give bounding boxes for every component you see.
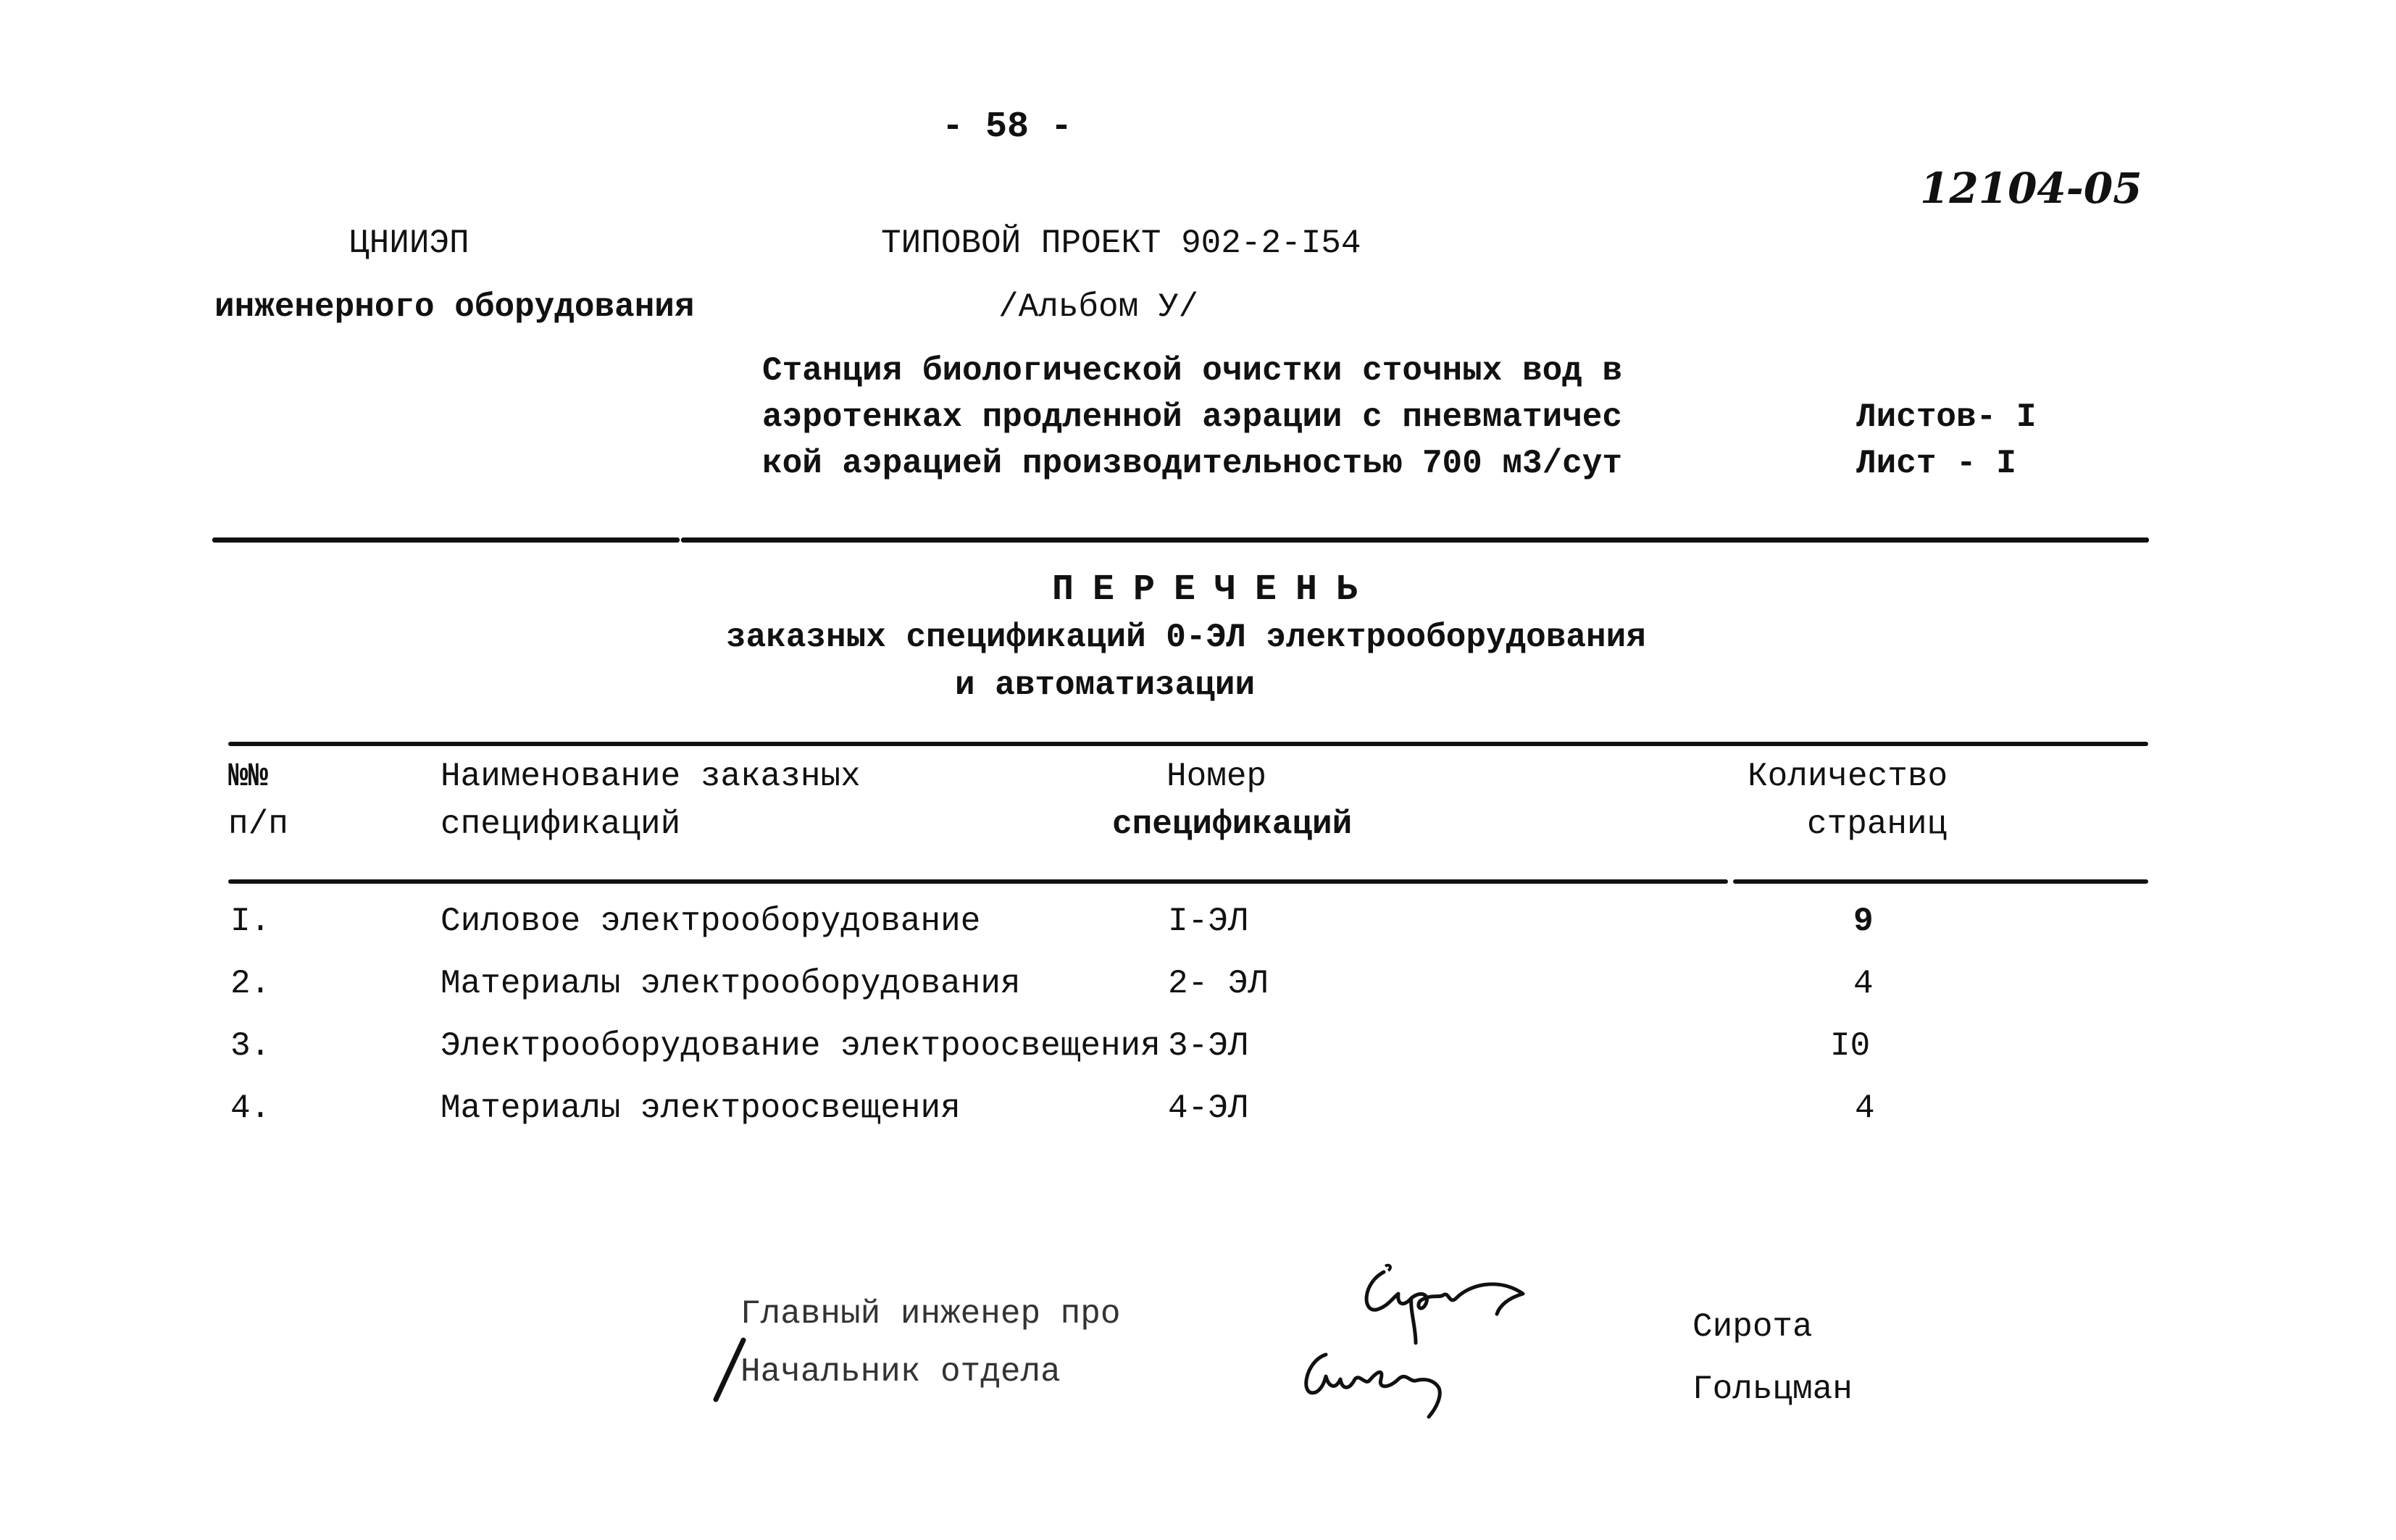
row-number: 3.	[230, 1027, 271, 1065]
column-header-number-line-2: п/п	[228, 805, 288, 843]
row-page-count: 9	[1853, 903, 1874, 940]
column-header-pages-line-1: Количество	[1748, 758, 1948, 795]
row-spec-code: I-ЭЛ	[1168, 903, 1248, 940]
table-top-rule	[228, 742, 2148, 746]
project-title: ТИПОВОЙ ПРОЕКТ 902-2-I54	[881, 225, 1361, 262]
row-spec-name: Материалы электрооборудования	[441, 965, 1021, 1003]
album-label: /Альбом У/	[998, 288, 1199, 326]
column-header-code-line-1: Номер	[1166, 758, 1267, 795]
row-spec-name: Электрооборудование электроосвещения	[441, 1027, 1161, 1065]
signature-role-chief-engineer: Главный инженер про	[740, 1295, 1121, 1333]
page-number: - 58 -	[942, 106, 1073, 148]
row-spec-code: 4-ЭЛ	[1168, 1089, 1248, 1127]
row-spec-code: 3-ЭЛ	[1168, 1027, 1248, 1065]
row-number: I.	[230, 903, 271, 940]
list-subtitle-line-2: и автоматизации	[955, 666, 1256, 704]
handwritten-signature-sirota	[1355, 1262, 1572, 1356]
row-spec-code: 2- ЭЛ	[1168, 965, 1269, 1003]
archive-code: 12104-05	[1920, 164, 2142, 213]
header-divider-left	[212, 537, 680, 543]
row-page-count: I0	[1830, 1027, 1871, 1065]
column-header-name-line-2: спецификаций	[441, 805, 681, 843]
organization-name: ЦНИИЭП	[349, 225, 469, 262]
project-description-line-1: Станция биологической очистки сточных вод в	[762, 352, 1622, 390]
signatory-name-goltsman: Гольцман	[1692, 1370, 1853, 1408]
organization-department: инженерного оборудования	[214, 288, 695, 326]
handwritten-signature-goltsman	[1297, 1347, 1514, 1427]
column-header-name-line-1: Наименование заказных	[441, 758, 861, 795]
project-description-line-3: кой аэрацией производительностью 700 м3/сут	[762, 445, 1622, 482]
row-page-count: 4	[1853, 965, 1874, 1003]
project-description-line-2: аэротенках продленной аэрации с пневматичес	[762, 398, 1622, 436]
header-divider-right	[681, 537, 2149, 543]
sheets-total: Листов- I	[1856, 398, 2037, 436]
row-number: 2.	[230, 965, 271, 1003]
column-header-code-line-2: спецификаций	[1112, 805, 1353, 843]
list-heading: ПЕРЕЧЕНЬ	[1052, 569, 1377, 611]
row-number: 4.	[230, 1089, 271, 1127]
list-subtitle-line-1: заказных спецификаций 0-ЭЛ электрооборудования	[726, 619, 1646, 656]
table-header-rule-left	[228, 879, 1728, 884]
signature-role-department-head: Начальник отдела	[740, 1353, 1061, 1391]
sheet-number: Лист - I	[1856, 445, 2016, 482]
signatory-name-sirota: Сирота	[1692, 1308, 1813, 1346]
column-header-number-line-1: №№	[228, 758, 269, 795]
pen-slash-mark	[711, 1337, 748, 1402]
row-spec-name: Материалы электроосвещения	[441, 1089, 961, 1127]
column-header-pages-line-2: страниц	[1807, 805, 1948, 843]
row-page-count: 4	[1855, 1089, 1875, 1127]
row-spec-name: Силовое электрооборудование	[441, 903, 981, 940]
table-header-rule-right	[1733, 879, 2148, 884]
